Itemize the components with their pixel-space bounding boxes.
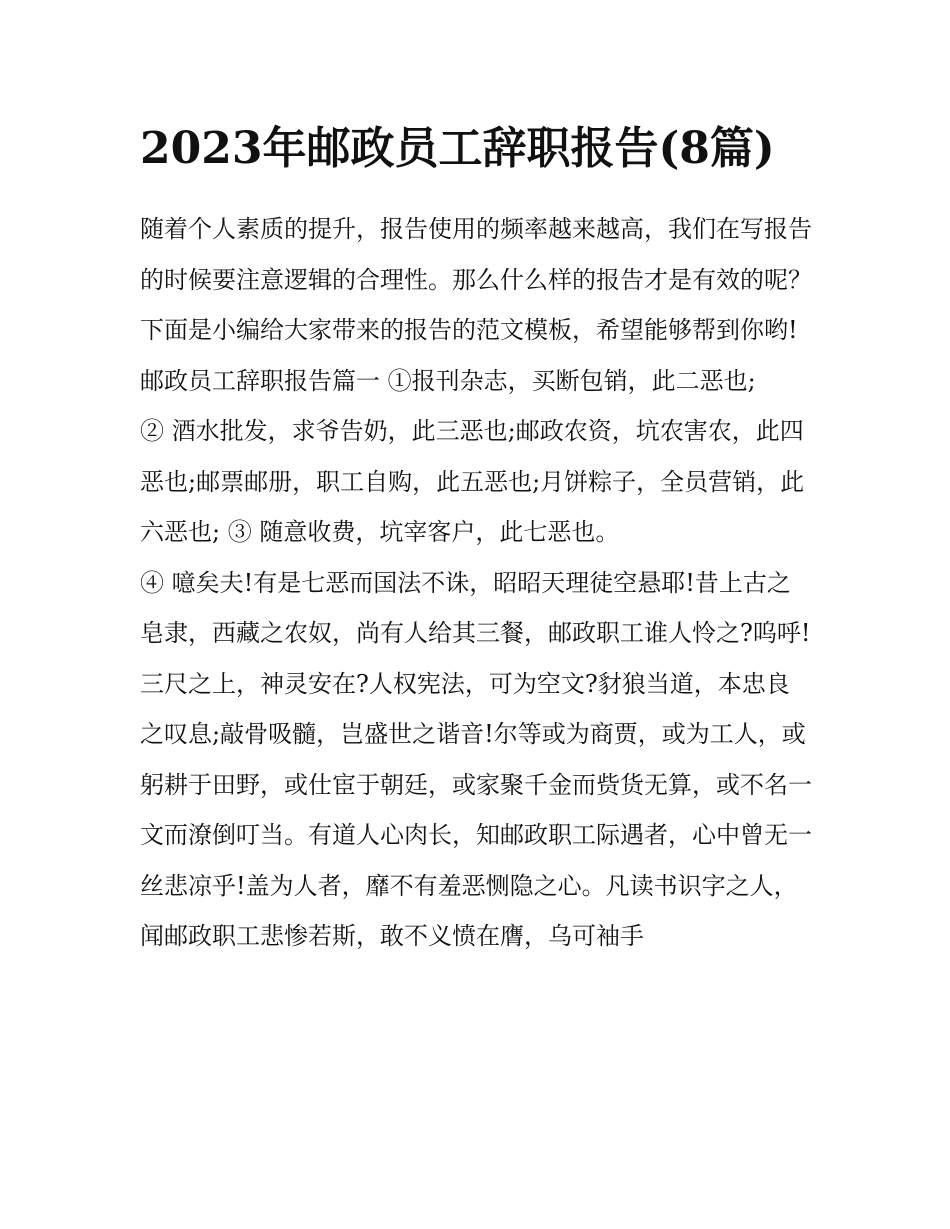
body-paragraph: ④ 噫矣夫!有是七恶而国法不诛，昭昭天理徒空悬耶!昔上古之皂隶，西藏之农奴，尚有人给其三餐，邮政职工谁人怜之?呜呼!三尺之上，神灵安在?人权宪法，可为空文?豺狼当道，本忠良之叹息;敲骨吸髓，岂盛世之谐音!尔等或为商贾，或为工人，或躬耕于田野，或仕宦于朝廷，或家聚千金而赀货无算，或不名一文而潦倒叮当。有道人心肉长，知邮政职工际遇者，心中曾无一丝悲凉乎!盖为人者，靡不有羞恶恻隐之心。凡读书识字之人，闻邮政职工悲惨若斯，敢不义愤在膺，乌可袖手: [140, 568, 812, 950]
document-title: 2023年邮政员工辞职报告(8篇): [140, 123, 775, 174]
document-page: [140, 118, 812, 962]
document-body: [140, 204, 812, 962]
body-paragraph: ② 酒水批发，求爷告奶，此三恶也;邮政农资，坑农害农，此四恶也;邮票邮册，职工自购，此五恶也;月饼粽子，全员营销，此六恶也; ③ 随意收费，坑宰客户，此七恶也。: [140, 417, 805, 546]
intro-paragraph: 随着个人素质的提升，报告使用的频率越来越高，我们在写报告的时候要注意逻辑的合理性。那么什么样的报告才是有效的呢？下面是小编给大家带来的报告的范文模板，希望能够帮到你哟!: [140, 215, 812, 344]
section-one-heading-paragraph: 邮政员工辞职报告篇一 ①报刊杂志，买断包销，此二恶也;: [140, 366, 756, 395]
